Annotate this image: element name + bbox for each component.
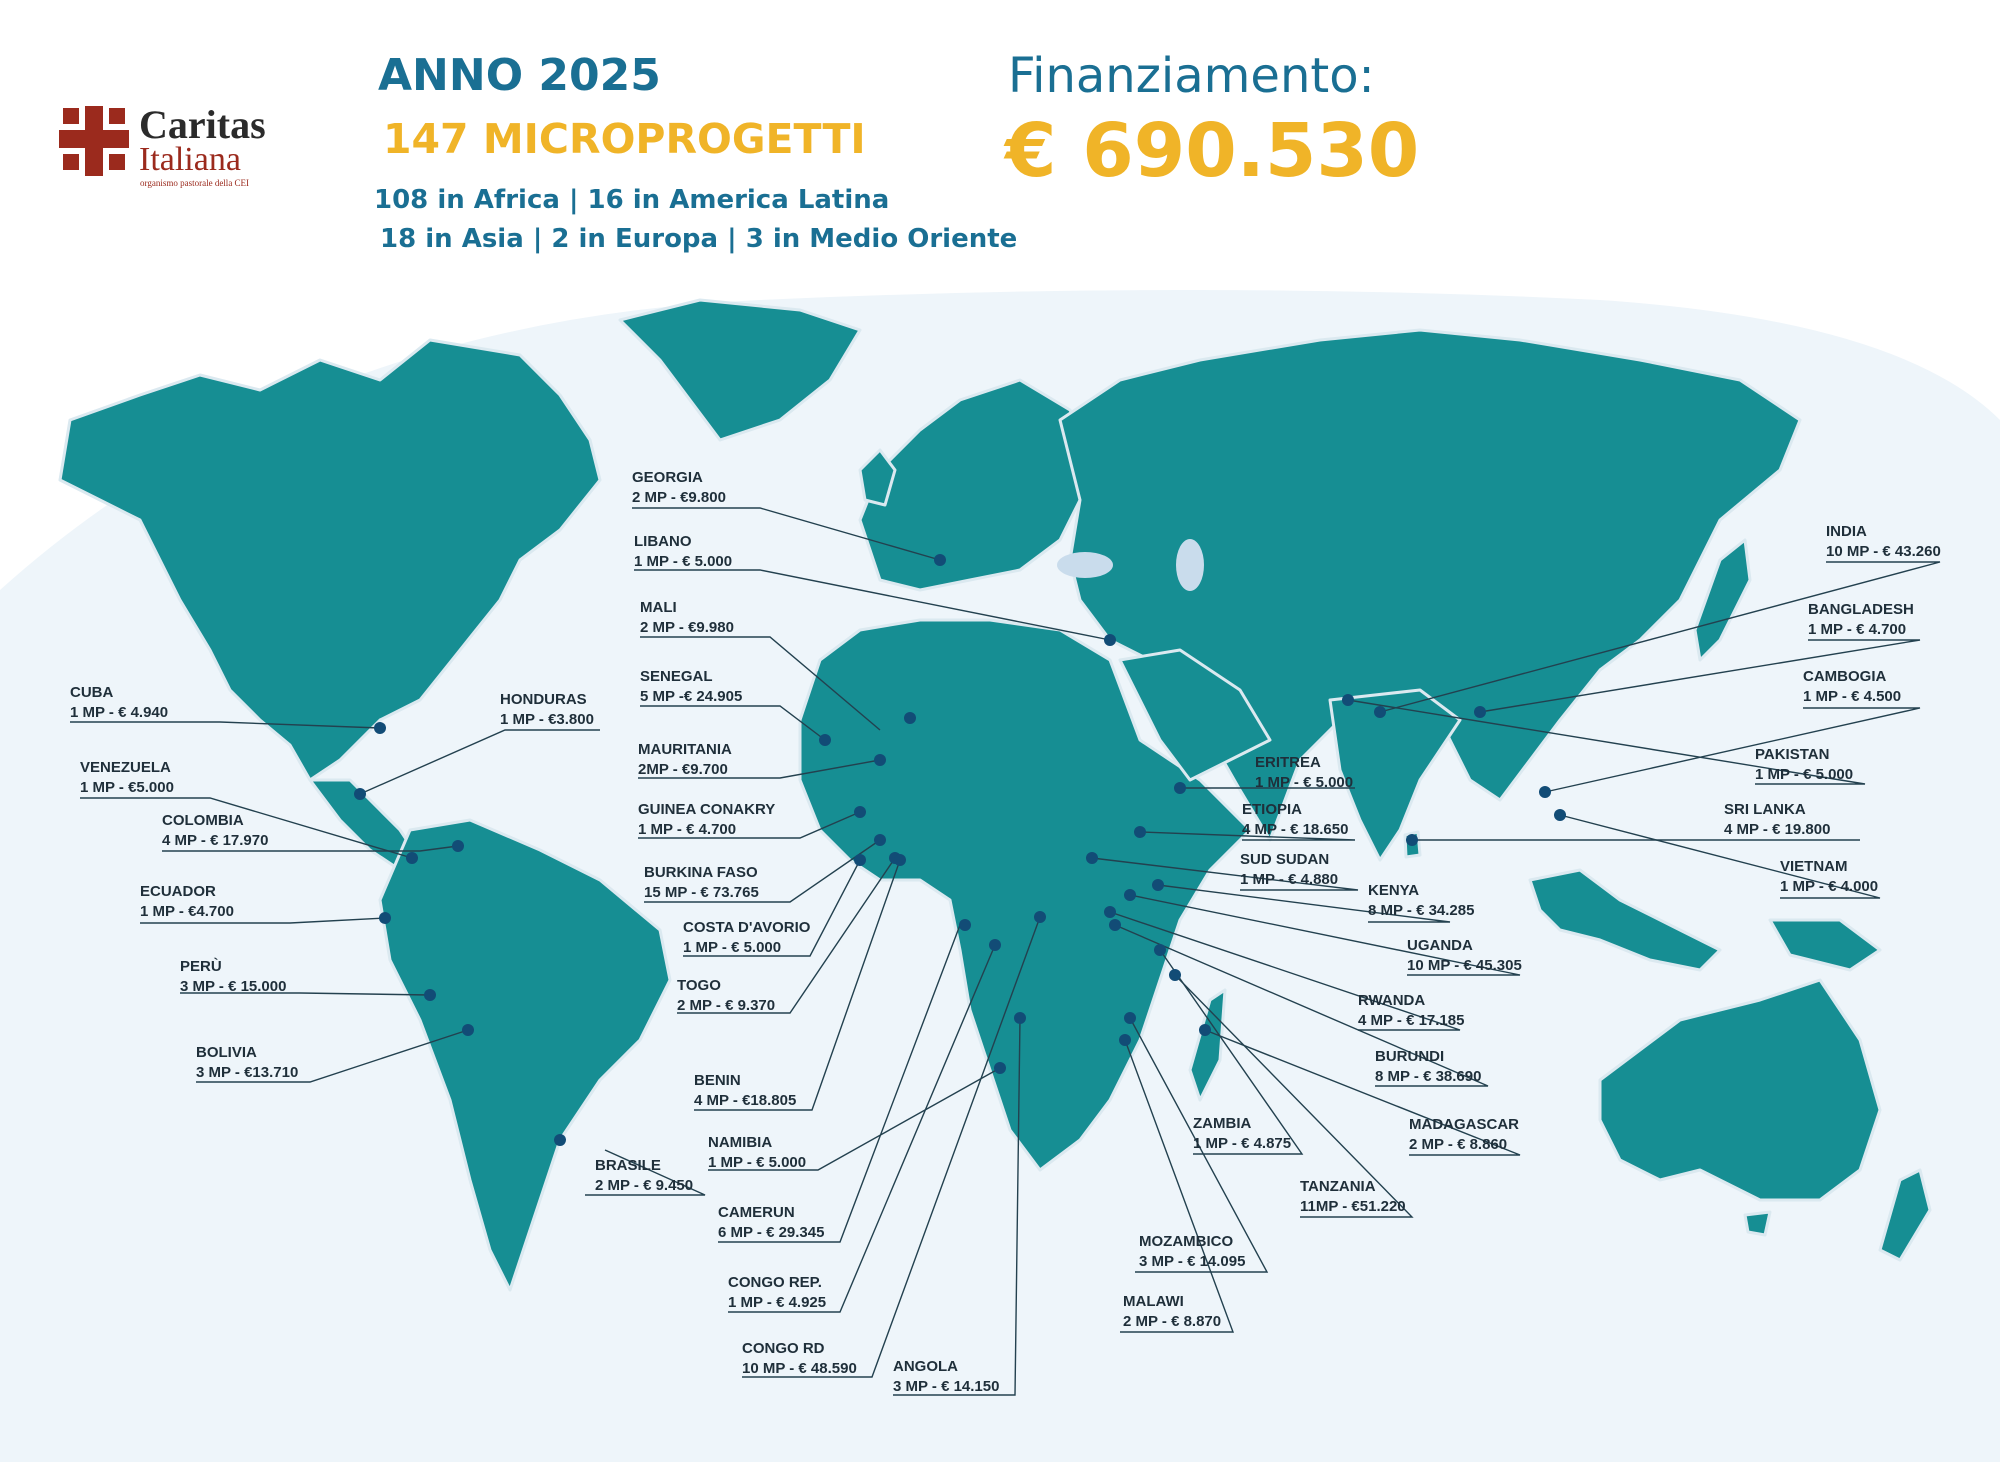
caritas-logo bbox=[55, 100, 305, 200]
tasmania bbox=[1745, 1212, 1770, 1235]
country-label-mozambico bbox=[1139, 1232, 1245, 1272]
country-funding: 10 MP - € 43.260 bbox=[1826, 543, 1941, 560]
country-funding: 2 MP - € 8.860 bbox=[1409, 1136, 1508, 1153]
country-funding: 2 MP - €9.800 bbox=[632, 489, 726, 506]
marker-uganda bbox=[1124, 889, 1136, 901]
country-name: MAURITANIA bbox=[638, 741, 732, 758]
black-sea bbox=[1057, 552, 1113, 578]
funding-value: € 690.530 bbox=[1005, 108, 1420, 194]
marker-vietnam bbox=[1554, 809, 1566, 821]
country-label-colombia bbox=[162, 811, 268, 851]
country-name: ZAMBIA bbox=[1193, 1115, 1252, 1132]
country-name: GUINEA CONAKRY bbox=[638, 801, 776, 818]
country-label-congo-rep bbox=[728, 1273, 826, 1313]
country-name: VIETNAM bbox=[1780, 858, 1848, 875]
country-funding: 3 MP - € 14.095 bbox=[1139, 1253, 1246, 1270]
country-label-congo-rd bbox=[742, 1339, 857, 1379]
country-name: BOLIVIA bbox=[196, 1044, 257, 1061]
country-name: VENEZUELA bbox=[80, 759, 171, 776]
marker-guinea-conakry bbox=[854, 806, 866, 818]
country-funding: 1 MP - € 4.700 bbox=[638, 821, 737, 838]
country-label-bolivia bbox=[196, 1043, 298, 1083]
country-name: BRASILE bbox=[595, 1157, 661, 1174]
country-funding: 10 MP - € 45.305 bbox=[1407, 957, 1522, 974]
country-name: CONGO RD bbox=[742, 1340, 825, 1357]
projects-count: 147 MICROPROGETTI bbox=[383, 115, 866, 163]
marker-rwanda bbox=[1104, 906, 1116, 918]
country-name: MADAGASCAR bbox=[1409, 1116, 1519, 1133]
country-label-honduras bbox=[500, 690, 594, 730]
country-label-bangladesh bbox=[1808, 600, 1914, 640]
country-label-cuba bbox=[70, 683, 168, 723]
year-title: ANNO 2025 bbox=[378, 50, 661, 101]
marker-angola bbox=[1014, 1012, 1026, 1024]
country-funding: 1 MP - € 4.925 bbox=[728, 1294, 827, 1311]
country-funding: 4 MP - € 17.185 bbox=[1358, 1012, 1465, 1029]
marker-sud-sudan bbox=[1086, 852, 1098, 864]
country-funding: 11MP - €51.220 bbox=[1300, 1198, 1406, 1215]
marker-burundi bbox=[1109, 919, 1121, 931]
country-name: RWANDA bbox=[1358, 992, 1426, 1009]
marker-colombia bbox=[452, 840, 464, 852]
country-name: GEORGIA bbox=[632, 469, 703, 486]
country-label-senegal bbox=[640, 667, 742, 707]
country-name: CAMBOGIA bbox=[1803, 668, 1887, 685]
marker-mozambico bbox=[1124, 1012, 1136, 1024]
country-name: TANZANIA bbox=[1300, 1178, 1376, 1195]
marker-malawi bbox=[1119, 1034, 1131, 1046]
country-label-per bbox=[180, 957, 286, 997]
country-funding: 1 MP - € 5.000 bbox=[1755, 766, 1854, 783]
country-funding: 1 MP - €3.800 bbox=[500, 711, 594, 728]
country-label-angola bbox=[893, 1357, 999, 1397]
marker-namibia bbox=[994, 1062, 1006, 1074]
country-label-benin bbox=[694, 1071, 796, 1111]
country-funding: 3 MP - €13.710 bbox=[196, 1064, 299, 1081]
country-funding: 1 MP - € 4.700 bbox=[1808, 621, 1907, 638]
marker-honduras bbox=[354, 788, 366, 800]
country-label-mali bbox=[640, 598, 734, 638]
country-name: BANGLADESH bbox=[1808, 601, 1914, 618]
country-name: BURUNDI bbox=[1375, 1048, 1445, 1065]
country-name: KENYA bbox=[1368, 882, 1420, 899]
marker-cambogia bbox=[1539, 786, 1551, 798]
country-funding: 4 MP - € 18.650 bbox=[1242, 821, 1349, 838]
caspian-sea bbox=[1176, 539, 1204, 591]
country-funding: 1 MP - € 4.000 bbox=[1780, 878, 1879, 895]
country-label-costa-d-avorio bbox=[683, 918, 810, 958]
country-name: COSTA D'AVORIO bbox=[683, 919, 811, 936]
country-label-brasile bbox=[595, 1156, 693, 1196]
region-breakdown-2: 18 in Asia | 2 in Europa | 3 in Medio Oriente bbox=[380, 224, 1018, 254]
marker-bangladesh bbox=[1474, 706, 1486, 718]
country-name: ANGOLA bbox=[893, 1358, 958, 1375]
logo-tagline: organismo pastorale della CEI bbox=[140, 178, 250, 188]
country-name: ECUADOR bbox=[140, 883, 216, 900]
country-funding: 1 MP - €5.000 bbox=[80, 779, 174, 796]
country-label-libano bbox=[634, 532, 732, 572]
marker-cuba bbox=[374, 722, 386, 734]
country-name: PERÙ bbox=[180, 958, 222, 975]
marker-per bbox=[424, 989, 436, 1001]
marker-costa-d-avorio bbox=[854, 854, 866, 866]
country-funding: 4 MP - € 17.970 bbox=[162, 832, 269, 849]
country-funding: 15 MP - € 73.765 bbox=[644, 884, 759, 901]
country-label-burkina-faso bbox=[644, 863, 759, 903]
country-funding: 1 MP - € 4.940 bbox=[70, 704, 169, 721]
country-label-togo bbox=[677, 976, 775, 1016]
country-label-vietnam bbox=[1780, 857, 1878, 897]
country-label-pakistan bbox=[1755, 745, 1853, 785]
marker-burkina-faso bbox=[874, 834, 886, 846]
country-funding: 1 MP - € 4.880 bbox=[1240, 871, 1339, 888]
country-funding: 4 MP - € 19.800 bbox=[1724, 821, 1831, 838]
country-label-ecuador bbox=[140, 882, 234, 922]
marker-india bbox=[1374, 706, 1386, 718]
country-funding: 2MP - €9.700 bbox=[638, 761, 728, 778]
country-funding: 1 MP - € 5.000 bbox=[683, 939, 782, 956]
country-funding: 1 MP - € 4.500 bbox=[1803, 688, 1902, 705]
country-funding: 5 MP -€ 24.905 bbox=[640, 688, 743, 705]
marker-tanzania bbox=[1169, 969, 1181, 981]
country-label-burundi bbox=[1375, 1047, 1481, 1087]
country-funding: 2 MP - €9.980 bbox=[640, 619, 734, 636]
country-label-camerun bbox=[718, 1203, 824, 1243]
country-name: UGANDA bbox=[1407, 937, 1473, 954]
country-label-uganda bbox=[1407, 936, 1522, 976]
country-name: ERITREA bbox=[1255, 754, 1321, 771]
country-name: INDIA bbox=[1826, 523, 1867, 540]
marker-congo-rd bbox=[1034, 911, 1046, 923]
marker-congo-rep bbox=[989, 939, 1001, 951]
country-name: MALAWI bbox=[1123, 1293, 1184, 1310]
country-funding: 2 MP - € 9.450 bbox=[595, 1177, 694, 1194]
country-label-etiopia bbox=[1242, 800, 1348, 840]
country-name: BURKINA FASO bbox=[644, 864, 758, 881]
marker-brasile bbox=[554, 1134, 566, 1146]
country-funding: 1 MP - € 5.000 bbox=[1255, 774, 1354, 791]
country-name: MOZAMBICO bbox=[1139, 1233, 1234, 1250]
country-label-namibia bbox=[708, 1133, 806, 1173]
country-name: PAKISTAN bbox=[1755, 746, 1830, 763]
marker-zambia bbox=[1154, 944, 1166, 956]
country-funding: 8 MP - € 34.285 bbox=[1368, 902, 1475, 919]
country-funding: 10 MP - € 48.590 bbox=[742, 1360, 857, 1377]
country-funding: 1 MP - €4.700 bbox=[140, 903, 234, 920]
country-funding: 2 MP - € 9.370 bbox=[677, 997, 776, 1014]
country-funding: 1 MP - € 4.875 bbox=[1193, 1135, 1292, 1152]
marker-georgia bbox=[934, 554, 946, 566]
country-label-sud-sudan bbox=[1240, 850, 1338, 890]
country-label-venezuela bbox=[80, 758, 174, 798]
country-funding: 1 MP - € 5.000 bbox=[634, 553, 733, 570]
marker-pakistan bbox=[1342, 694, 1354, 706]
country-funding: 2 MP - € 8.870 bbox=[1123, 1313, 1222, 1330]
country-label-georgia bbox=[632, 468, 726, 508]
country-label-guinea-conakry bbox=[638, 800, 775, 840]
country-funding: 6 MP - € 29.345 bbox=[718, 1224, 825, 1241]
marker-kenya bbox=[1152, 879, 1164, 891]
logo-name: Caritas bbox=[139, 102, 266, 147]
region-breakdown-1: 108 in Africa | 16 in America Latina bbox=[374, 185, 890, 215]
country-name: SRI LANKA bbox=[1724, 801, 1806, 818]
country-name: TOGO bbox=[677, 977, 721, 994]
country-name: BENIN bbox=[694, 1072, 741, 1089]
country-funding: 1 MP - € 5.000 bbox=[708, 1154, 807, 1171]
country-name: COLOMBIA bbox=[162, 812, 244, 829]
country-name: HONDURAS bbox=[500, 691, 587, 708]
marker-venezuela bbox=[406, 852, 418, 864]
marker-ecuador bbox=[379, 912, 391, 924]
country-name: ETIOPIA bbox=[1242, 801, 1303, 818]
country-name: CUBA bbox=[70, 684, 114, 701]
marker-etiopia bbox=[1134, 826, 1146, 838]
marker-madagascar bbox=[1199, 1024, 1211, 1036]
country-label-sri-lanka bbox=[1724, 800, 1830, 840]
marker-sri-lanka bbox=[1406, 834, 1418, 846]
country-name: SENEGAL bbox=[640, 668, 713, 685]
country-label-malawi bbox=[1123, 1292, 1221, 1332]
caritas-cross-icon bbox=[59, 106, 129, 176]
logo-name2: Italiana bbox=[139, 141, 241, 178]
country-funding: 4 MP - €18.805 bbox=[694, 1092, 797, 1109]
marker-eritrea bbox=[1174, 782, 1186, 794]
country-funding: 3 MP - € 15.000 bbox=[180, 978, 287, 995]
marker-benin bbox=[894, 854, 906, 866]
funding-label: Finanziamento: bbox=[1008, 48, 1375, 104]
marker-senegal bbox=[819, 734, 831, 746]
country-funding: 8 MP - € 38.690 bbox=[1375, 1068, 1482, 1085]
country-name: LIBANO bbox=[634, 533, 692, 550]
country-label-rwanda bbox=[1358, 991, 1464, 1031]
country-name: CAMERUN bbox=[718, 1204, 795, 1221]
country-label-eritrea bbox=[1255, 753, 1353, 793]
country-name: CONGO REP. bbox=[728, 1274, 822, 1291]
country-name: SUD SUDAN bbox=[1240, 851, 1330, 868]
country-name: NAMIBIA bbox=[708, 1134, 773, 1151]
country-label-tanzania bbox=[1300, 1177, 1406, 1217]
country-label-kenya bbox=[1368, 881, 1474, 921]
marker-mali bbox=[904, 712, 916, 724]
country-label-mauritania bbox=[638, 740, 732, 780]
country-label-madagascar bbox=[1409, 1115, 1519, 1155]
marker-mauritania bbox=[874, 754, 886, 766]
country-funding: 3 MP - € 14.150 bbox=[893, 1378, 1000, 1395]
country-label-zambia bbox=[1193, 1114, 1291, 1154]
marker-bolivia bbox=[462, 1024, 474, 1036]
marker-libano bbox=[1104, 634, 1116, 646]
country-name: MALI bbox=[640, 599, 677, 616]
country-label-cambogia bbox=[1803, 667, 1901, 707]
country-label-india bbox=[1826, 522, 1941, 562]
marker-camerun bbox=[959, 919, 971, 931]
